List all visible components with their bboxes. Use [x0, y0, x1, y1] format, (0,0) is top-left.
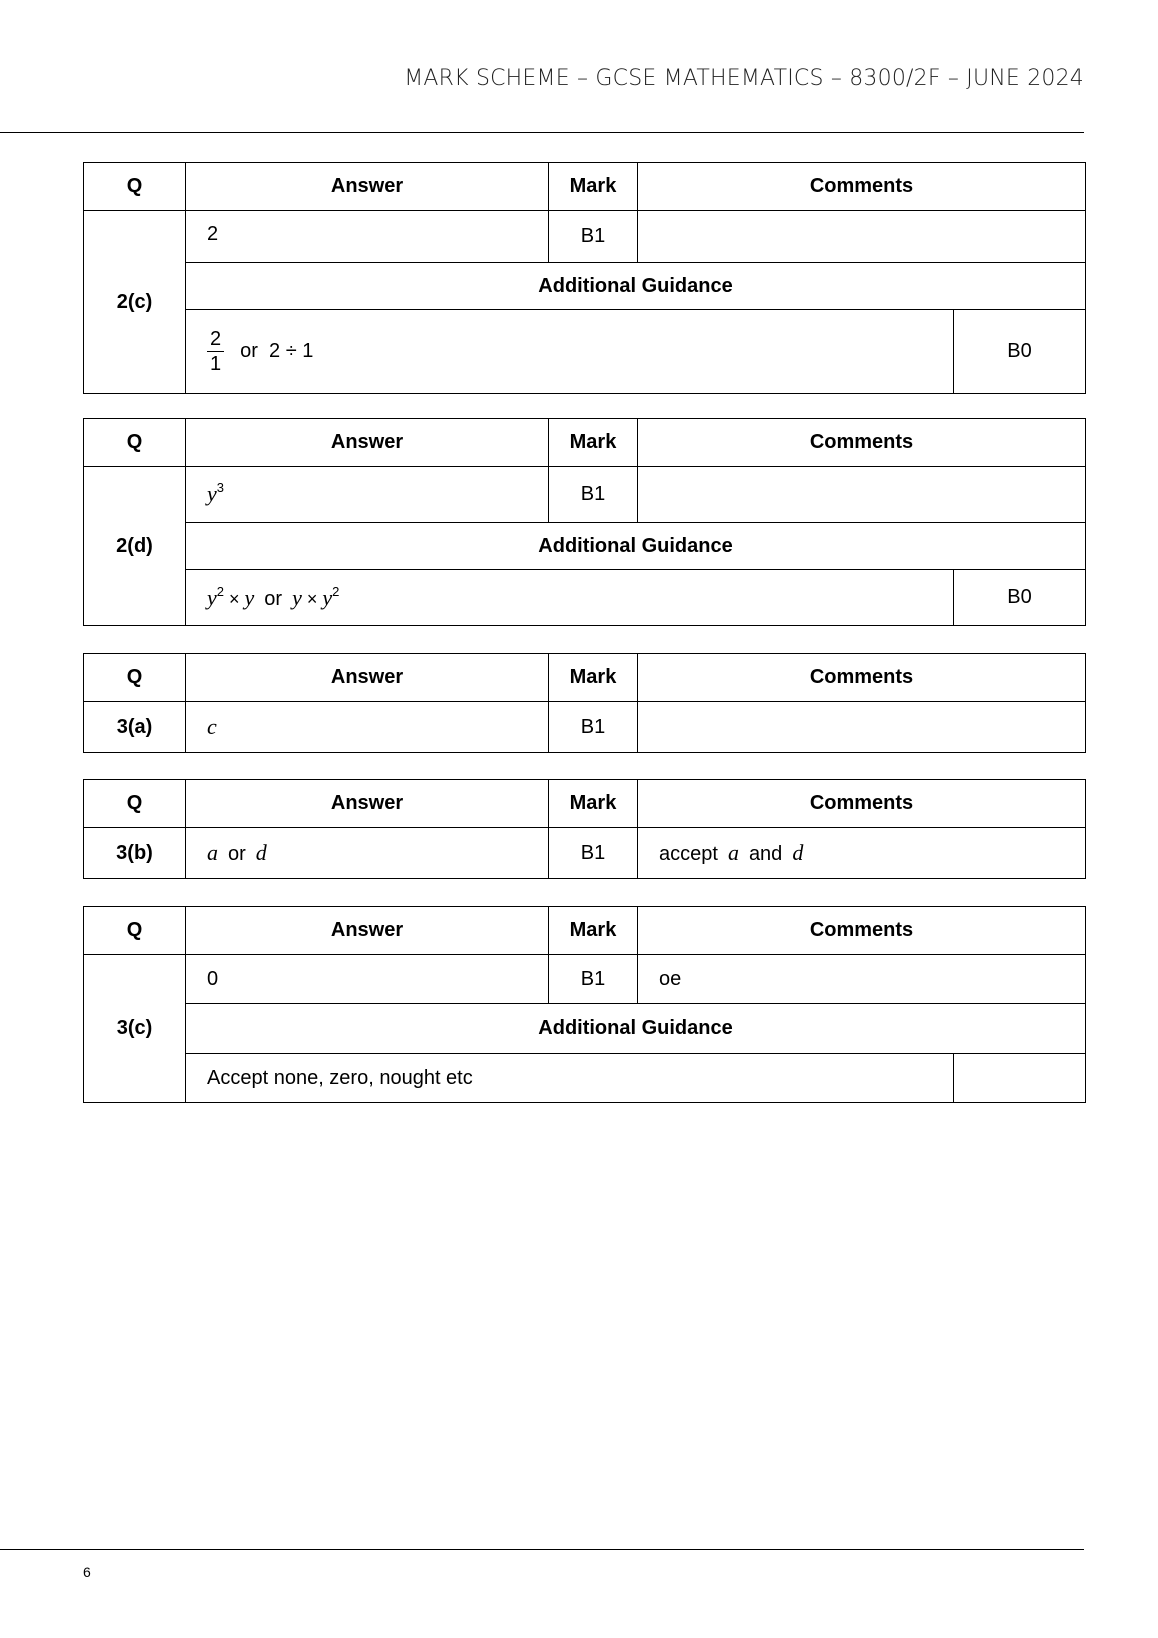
guidance-times: ×: [301, 588, 323, 609]
guidance-text: or 2 ÷ 1: [240, 339, 314, 362]
additional-guidance-heading: Additional Guidance: [186, 523, 1086, 570]
mark-scheme-table-2d: [83, 418, 1086, 626]
header-comments: Comments: [638, 163, 1086, 211]
answer-cell: [186, 702, 549, 753]
guidance-cell: Accept none, zero, nought etc: [186, 1054, 954, 1103]
header-answer: Answer: [186, 419, 549, 467]
mark-scheme-table-3b: [83, 779, 1086, 879]
question-number: 2(d): [84, 467, 186, 626]
question-number: 3(c): [84, 955, 186, 1103]
header-answer: Answer: [186, 163, 549, 211]
question-number: 3(b): [84, 828, 186, 879]
guidance-or: or: [264, 587, 283, 610]
answer-cell: 0: [186, 955, 549, 1004]
comments-cell: [638, 467, 1086, 523]
comment-var-a: a: [727, 840, 739, 865]
comments-cell: [638, 702, 1086, 753]
additional-guidance-heading: Additional Guidance: [186, 1004, 1086, 1054]
answer-exponent: 3: [216, 480, 224, 495]
mark-scheme-table-3c: [83, 906, 1086, 1103]
header-answer: Answer: [186, 654, 549, 702]
header-answer: Answer: [186, 780, 549, 828]
footer-rule: [0, 1549, 1084, 1550]
comment-and: and: [748, 843, 783, 865]
guidance-cell: [186, 570, 954, 626]
guidance-var: y: [207, 584, 217, 610]
guidance-mark: [954, 1054, 1086, 1103]
mark-cell: B1: [549, 702, 638, 753]
fraction-denominator: 1: [210, 353, 222, 375]
guidance-var: y: [244, 584, 255, 610]
guidance-mark: B0: [954, 570, 1086, 626]
mark-scheme-table-3a: [83, 653, 1086, 753]
fraction-numerator: 2: [207, 329, 224, 352]
mark-cell: B1: [549, 467, 638, 523]
answer-cell: [186, 828, 549, 879]
guidance-var: y: [322, 584, 333, 610]
header-answer: Answer: [186, 907, 549, 955]
header-comments: Comments: [638, 654, 1086, 702]
header-q: Q: [84, 780, 186, 828]
answer-cell: [186, 467, 549, 523]
guidance-times: ×: [224, 588, 245, 609]
guidance-var: y: [292, 584, 302, 610]
answer-variable: y: [207, 481, 217, 506]
comment-var-d: d: [792, 840, 804, 865]
header-comments: Comments: [638, 907, 1086, 955]
guidance-exp: 2: [216, 583, 224, 599]
header-comments: Comments: [638, 780, 1086, 828]
header-q: Q: [84, 419, 186, 467]
header-mark: Mark: [549, 163, 638, 211]
comments-cell: oe: [638, 955, 1086, 1004]
answer-var-d: d: [255, 840, 267, 865]
answer-var-a: a: [207, 840, 218, 865]
answer-cell: 2: [186, 211, 549, 263]
answer-or: or: [228, 843, 246, 865]
header-title: MARK SCHEME – GCSE MATHEMATICS – 8300/2F – JUNE 2024: [404, 66, 1084, 91]
header-mark: Mark: [549, 907, 638, 955]
header-q: Q: [84, 907, 186, 955]
mark-scheme-table-2c: [83, 162, 1086, 394]
header-mark: Mark: [549, 654, 638, 702]
mark-cell: B1: [549, 828, 638, 879]
header-q: Q: [84, 654, 186, 702]
page-number: 6: [83, 1564, 91, 1580]
question-number: 2(c): [84, 211, 186, 394]
header-q: Q: [84, 163, 186, 211]
fraction: [207, 329, 224, 374]
comments-cell: [638, 828, 1086, 879]
header-mark: Mark: [549, 419, 638, 467]
guidance-cell: [186, 310, 954, 394]
question-number: 3(a): [84, 702, 186, 753]
answer-variable: c: [207, 714, 217, 739]
mark-cell: B1: [549, 211, 638, 263]
header-rule: [0, 132, 1084, 133]
mark-cell: B1: [549, 955, 638, 1004]
comments-cell: [638, 211, 1086, 263]
guidance-mark: B0: [954, 310, 1086, 394]
comment-accept: accept: [659, 843, 718, 865]
guidance-exp: 2: [332, 583, 340, 599]
additional-guidance-heading: Additional Guidance: [186, 263, 1086, 310]
header-comments: Comments: [638, 419, 1086, 467]
header-mark: Mark: [549, 780, 638, 828]
